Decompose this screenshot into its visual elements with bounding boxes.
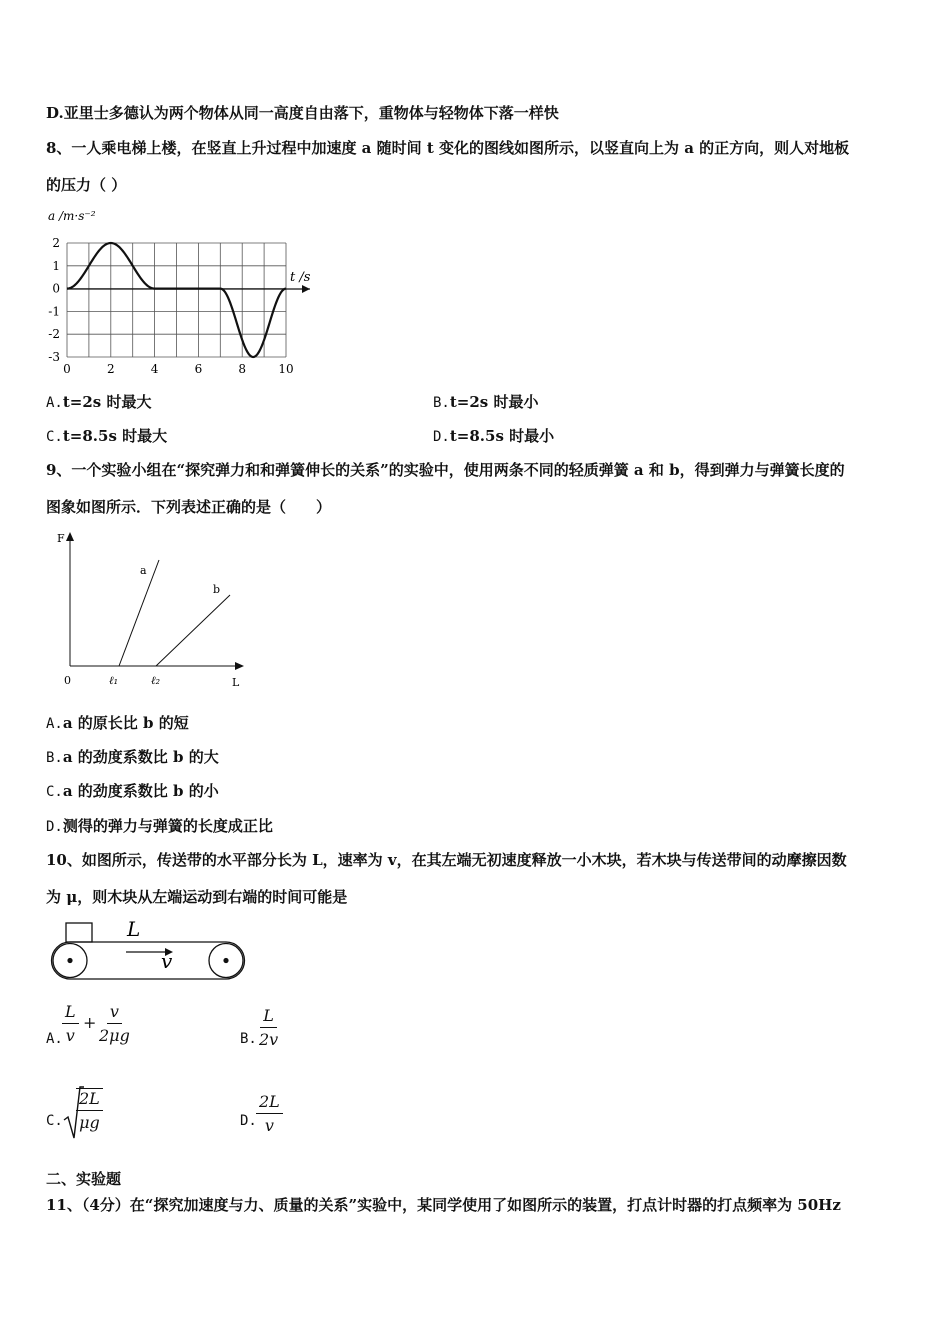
q10-stem-line2: 为 μ，则木块从左端运动到右端的时间可能是 — [46, 888, 348, 906]
q8-option-d[interactable]: D.t=8.5s 时最小 — [433, 427, 555, 445]
q8-y-tick: 1 — [52, 258, 60, 273]
q10-option-b-frac: $\frac{L}{2v}$ — [259, 1006, 279, 1049]
q9-option-c[interactable]: C.a 的劲度系数比 b 的小 — [46, 782, 219, 800]
q8-y-tick: 2 — [52, 236, 60, 250]
q10-option-d[interactable]: D. — [240, 1113, 257, 1129]
q9-x-label: L — [232, 676, 240, 689]
q8-x-tick: 2 — [106, 362, 115, 376]
q8-option-c[interactable]: C.t=8.5s 时最大 — [46, 427, 168, 445]
q10-option-a-plus: + — [83, 1013, 97, 1032]
q10-option-c[interactable]: C. — [46, 1113, 63, 1129]
q9-origin-label: 0 — [64, 674, 71, 687]
q10-stem-line1: 10、如图所示，传送带的水平部分长为 L，速率为 v，在其左端无初速度释放一小木块，若木块与传送带间的动摩擦因数 — [46, 851, 847, 869]
q8-stem-line1: 8、一人乘电梯上楼，在竖直上升过程中加速度 a 随时间 t 变化的图线如图所示，以竖直向上为 a 的正方向，则人对地板 — [46, 139, 850, 157]
q8-y-tick: -3 — [48, 350, 60, 364]
q9-line-a-label: a — [140, 564, 147, 577]
q8-y-tick: -2 — [48, 327, 60, 342]
q8-x-tick: 4 — [150, 362, 159, 376]
prev-option-d: D.亚里士多德认为两个物体从同一高度自由落下，重物体与轻物体下落一样快 — [46, 104, 559, 122]
q11-stem-line1: 11、（4分）在“探究加速度与力、质量的关系”实验中，某同学使用了如图所示的装置，打点计时器的打点频率为 50Hz — [46, 1196, 841, 1214]
q9-line-b-label: b — [213, 583, 221, 596]
q9-option-d[interactable]: D.测得的弹力与弹簧的长度成正比 — [46, 817, 273, 835]
q10-option-a-frac2: $\frac{v}{2\mu g}$ — [99, 1002, 130, 1045]
q10-option-a[interactable]: A. — [46, 1031, 63, 1047]
q8-y-tick: 0 — [52, 281, 60, 296]
q8-y-tick: -1 — [48, 304, 60, 319]
q9-option-b[interactable]: B.a 的劲度系数比 b 的大 — [46, 748, 219, 766]
q10-option-a-frac1: $\frac{L}{v}$ — [62, 1002, 79, 1045]
q9-stem-line2: 图象如图所示．下列表述正确的是（ ） — [46, 498, 332, 516]
q8-x-tick: 10 — [278, 362, 294, 376]
q10-option-b[interactable]: B. — [240, 1031, 257, 1047]
q9-line-a — [119, 560, 159, 666]
q9-spring-graph — [50, 528, 260, 693]
q9-y-label: F — [57, 532, 65, 545]
q10-option-d-frac: $\frac{2L}{v}$ — [256, 1092, 283, 1135]
q8-x-label: t /s — [290, 270, 311, 285]
q10-conveyor-diagram — [46, 916, 251, 988]
q9-stem-line1: 9、一个实验小组在“探究弹力和和弹簧伸长的关系”的实验中，使用两条不同的轻质弹簧 a 和 b，得到弹力与弹簧长度的 — [46, 461, 845, 479]
q10-option-c-frac: $\frac{2L}{\mu g}$ — [76, 1088, 103, 1132]
q8-option-a[interactable]: A.t=2s 时最大 — [46, 393, 152, 411]
speed-label: v — [161, 949, 173, 973]
wood-block — [66, 923, 92, 942]
q8-acceleration-graph — [42, 204, 322, 382]
q9-option-a[interactable]: A.a 的原长比 b 的短 — [46, 714, 189, 732]
q9-l2-label: ℓ₂ — [151, 674, 160, 687]
length-label: L — [127, 917, 141, 941]
q8-x-tick: 0 — [63, 362, 71, 376]
q8-stem-line2: 的压力（ ） — [46, 176, 127, 194]
q8-x-tick: 6 — [194, 362, 203, 376]
q8-option-b[interactable]: B.t=2s 时最小 — [433, 393, 539, 411]
q8-x-tick: 8 — [238, 362, 247, 376]
q9-line-b — [156, 595, 230, 666]
q9-l1-label: ℓ₁ — [109, 674, 118, 687]
q8-y-label: a /m·s⁻² — [48, 209, 96, 223]
section-title-experiment: 二、实验题 — [46, 1170, 122, 1188]
